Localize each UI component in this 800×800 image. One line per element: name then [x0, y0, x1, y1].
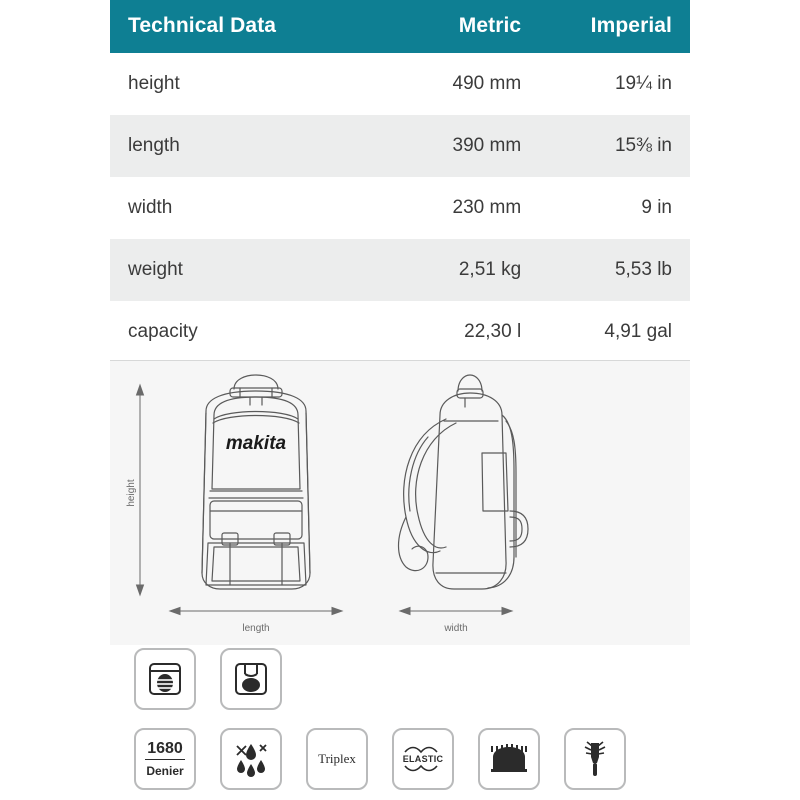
row-imperial-height: 19¼ in — [539, 53, 690, 115]
header-metric: Metric — [365, 0, 539, 53]
elastic-icon — [392, 728, 454, 790]
header-imperial: Imperial — [539, 0, 690, 53]
dim-label-length: length — [242, 623, 270, 634]
row-imperial-capacity: 4,91 gal — [539, 301, 690, 363]
water-repellent-icon — [220, 728, 282, 790]
row-imperial-width: 9 in — [539, 177, 690, 239]
denier-divider — [145, 759, 185, 760]
dim-label-height: height — [126, 479, 137, 507]
row-metric-length: 390 mm — [365, 115, 539, 177]
row-label-capacity: capacity — [110, 301, 365, 363]
row-metric-height: 490 mm — [365, 53, 539, 115]
feature-icons-row-1 — [134, 648, 282, 710]
header-technical-data: Technical Data — [110, 0, 365, 53]
makita-wordmark: makita — [225, 433, 287, 454]
denier-value: 1680 — [147, 740, 183, 757]
row-metric-width: 230 mm — [365, 177, 539, 239]
elastic-label: ELASTIC — [402, 754, 444, 764]
row-label-weight: weight — [110, 239, 365, 301]
pocket-organizer-icon — [134, 648, 196, 710]
table-body — [110, 53, 690, 363]
row-label-length: length — [110, 115, 365, 177]
row-label-width: width — [110, 177, 365, 239]
triplex-icon — [306, 728, 368, 790]
denier-icon — [134, 728, 196, 790]
tool-loop-icon — [220, 648, 282, 710]
table-row — [110, 115, 690, 177]
row-imperial-length: 15⅜ in — [539, 115, 690, 177]
table-header-row — [110, 0, 690, 53]
zipper-icon — [564, 728, 626, 790]
denier-unit: Denier — [146, 764, 184, 778]
row-imperial-weight: 5,53 lb — [539, 239, 690, 301]
table-row — [110, 239, 690, 301]
row-metric-weight: 2,51 kg — [365, 239, 539, 301]
technical-data-table — [110, 0, 690, 363]
triplex-label: Triplex — [318, 751, 356, 766]
padded-base-icon — [478, 728, 540, 790]
table-row — [110, 177, 690, 239]
row-metric-capacity: 22,30 l — [365, 301, 539, 363]
dimension-diagram — [110, 360, 690, 645]
table-header — [110, 0, 690, 53]
dim-label-width: width — [444, 623, 468, 634]
row-label-height: height — [110, 53, 365, 115]
feature-icons-row-2 — [134, 728, 626, 790]
table-row — [110, 301, 690, 363]
table-row — [110, 53, 690, 115]
